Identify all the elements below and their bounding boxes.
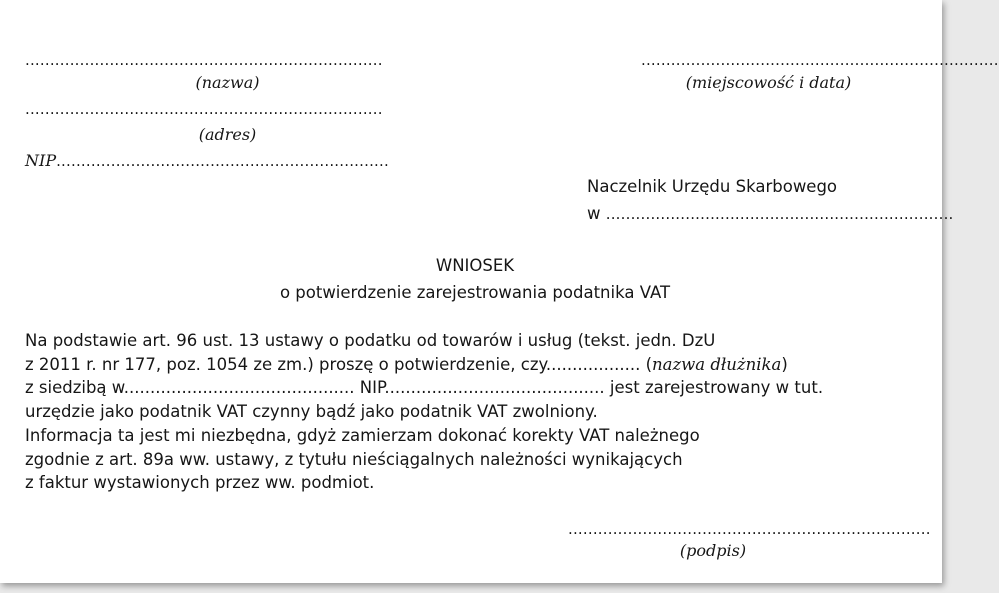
body-line-text: z 2011 r. nr 177, poz. 1054 ze zm.) proszę o potwierdzenie, czy.................. [25, 354, 641, 374]
request-body [25, 329, 925, 495]
sender-address-caption: (adres) [198, 125, 257, 144]
recipient-location-dots: ...................................................................... [605, 205, 954, 223]
body-line: zgodnie z art. 89a ww. ustawy, z tytułu nieściągalnych należności wynikających [25, 449, 683, 469]
place-date-caption: (miejscowość i data) [685, 73, 852, 92]
sender-name-line: ........................................................................ [25, 51, 383, 69]
recipient-name: Naczelnik Urzędu Skarbowego [587, 177, 838, 196]
sender-address-line: ........................................................................ [25, 100, 383, 118]
body-line: urzędzie jako podatnik VAT czynny bądź jako podatnik VAT zwolniony. [25, 402, 598, 422]
debtor-name-hint: nazwa dłużnika [652, 354, 782, 374]
body-line: Na podstawie art. 96 ust. 13 ustawy o podatku od towarów i usług (tekst. jedn. DzU [25, 331, 716, 350]
nip-label: NIP [25, 151, 57, 170]
body-line: z siedzibą w............................................ NIP.......................................... jest zarejestrowany w tut. [25, 378, 824, 398]
body-line: z faktur wystawionych przez ww. podmiot. [25, 473, 375, 493]
signature-caption: (podpis) [679, 541, 747, 560]
document-title: WNIOSEK [435, 256, 515, 275]
nip-dots: ................................................................... [56, 152, 389, 170]
body-line [25, 353, 925, 377]
sender-name-caption: (nazwa) [195, 73, 260, 92]
document-subtitle: o potwierdzenie zarejestrowania podatnika VAT [279, 283, 671, 302]
place-date-line: ........................................................................ [641, 51, 999, 69]
sender-nip [25, 152, 389, 170]
paren-close: ) [781, 354, 788, 374]
recipient-location [587, 204, 954, 224]
signature-line: ......................................................................... [568, 520, 931, 538]
recipient-location-prefix: w [587, 204, 601, 223]
paren-open: ( [645, 354, 652, 374]
body-line: Informacja ta jest mi niezbędna, gdyż zamierzam dokonać korekty VAT należnego [25, 425, 700, 445]
